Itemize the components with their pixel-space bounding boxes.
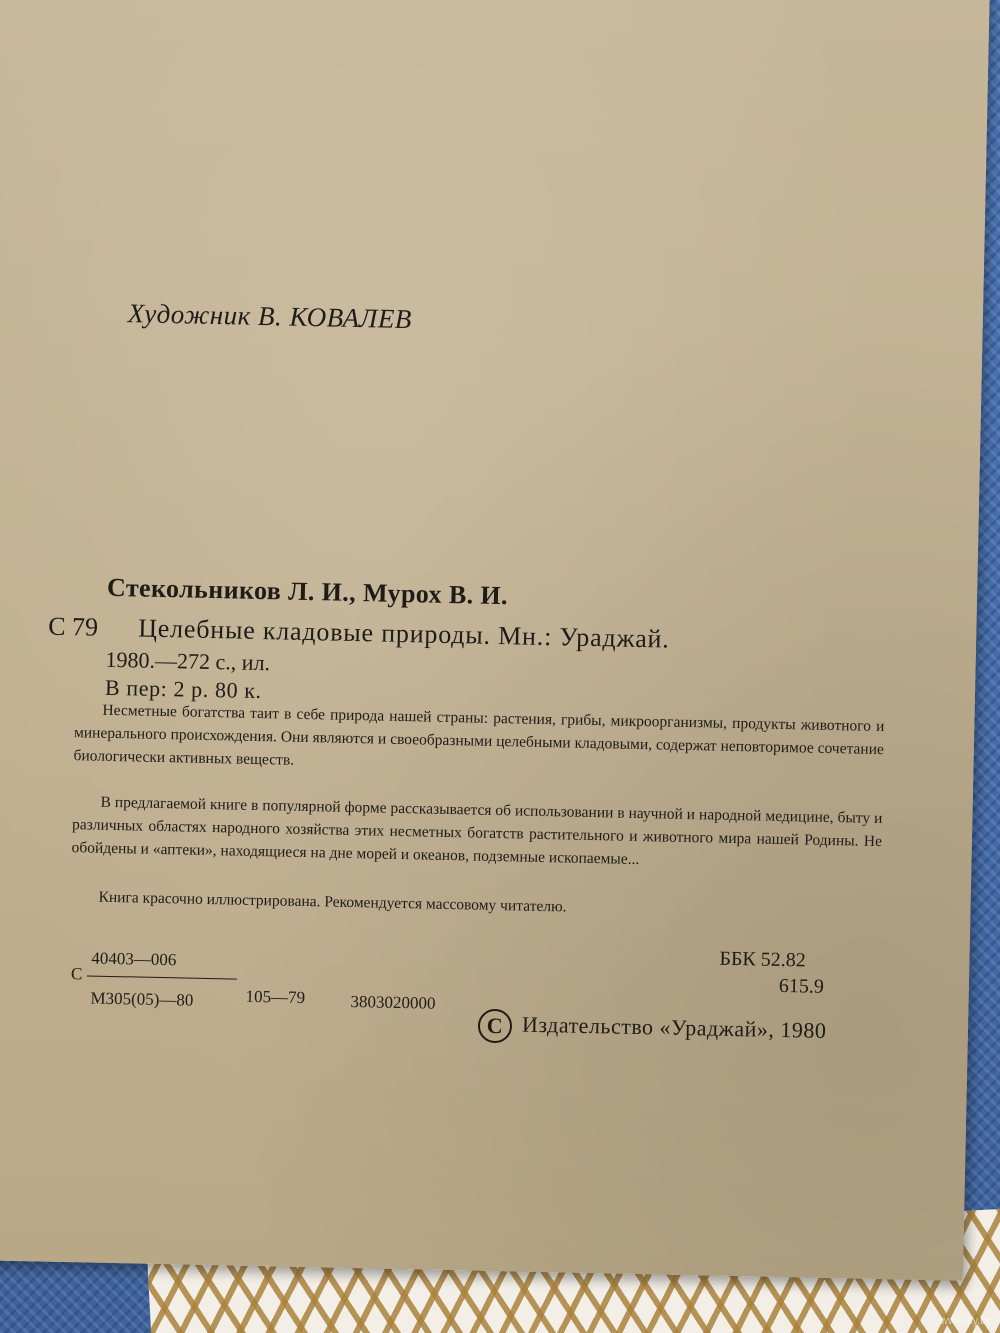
artist-credit: Художник В. КОВАЛЕВ (127, 298, 413, 335)
catalog-code-letter: С (70, 964, 83, 984)
classification-code: С 79 (47, 611, 99, 642)
copyright-text: Издательство «Ураджай», 1980 (521, 1011, 827, 1044)
fraction-line (87, 975, 237, 979)
annotation-paragraph: В предлагаемой книге в популярной форме рассказывается об использовании в научной и народной медицине, быту и различных областях народного хозяйства этих несметных богатств растительного и животного мира нашей Родины. Не обойдены и «аптеки», находящиеся на дне морей и океанов, подземные ископаемые... (71, 793, 883, 869)
bbk-line-2: 615.9 (778, 974, 825, 998)
bbk-line-1: ББК 52.82 (719, 947, 806, 972)
catalog-code-denominator: М305(05)—80 (90, 988, 194, 1010)
copyright-icon: С (478, 1009, 513, 1044)
catalog-code-middle: 105—79 (245, 986, 306, 1008)
year-pages: 1980.—272 с., ил. (105, 646, 271, 676)
catalog-code-number: 3803020000 (350, 991, 436, 1013)
book-title-line: Целебные кладовые природы. Мн.: Ураджай. (137, 613, 670, 654)
catalog-code (70, 948, 492, 1047)
catalog-code-numerator: 40403—006 (91, 948, 177, 970)
watermark: www.ay.by (940, 1315, 992, 1327)
authors: Стекольников Л. И., Мурох В. И. (106, 572, 509, 611)
bbk-index (719, 946, 825, 1000)
annotation-paragraph: Книга красочно иллюстрирована. Рекомендуется массовому читателю. (98, 888, 567, 916)
price: В пер: 2 р. 80 к. (104, 674, 262, 704)
annotation-paragraph: Несметные богатства таит в себе природа нашей страны: растения, грибы, микроорганизмы, продукты животного и минерального происхождения. Они являются и своеобразными целебными кладовыми, содержат неповторимое сочетание биологически активных веществ. (73, 701, 885, 769)
copyright-notice (478, 1009, 827, 1050)
